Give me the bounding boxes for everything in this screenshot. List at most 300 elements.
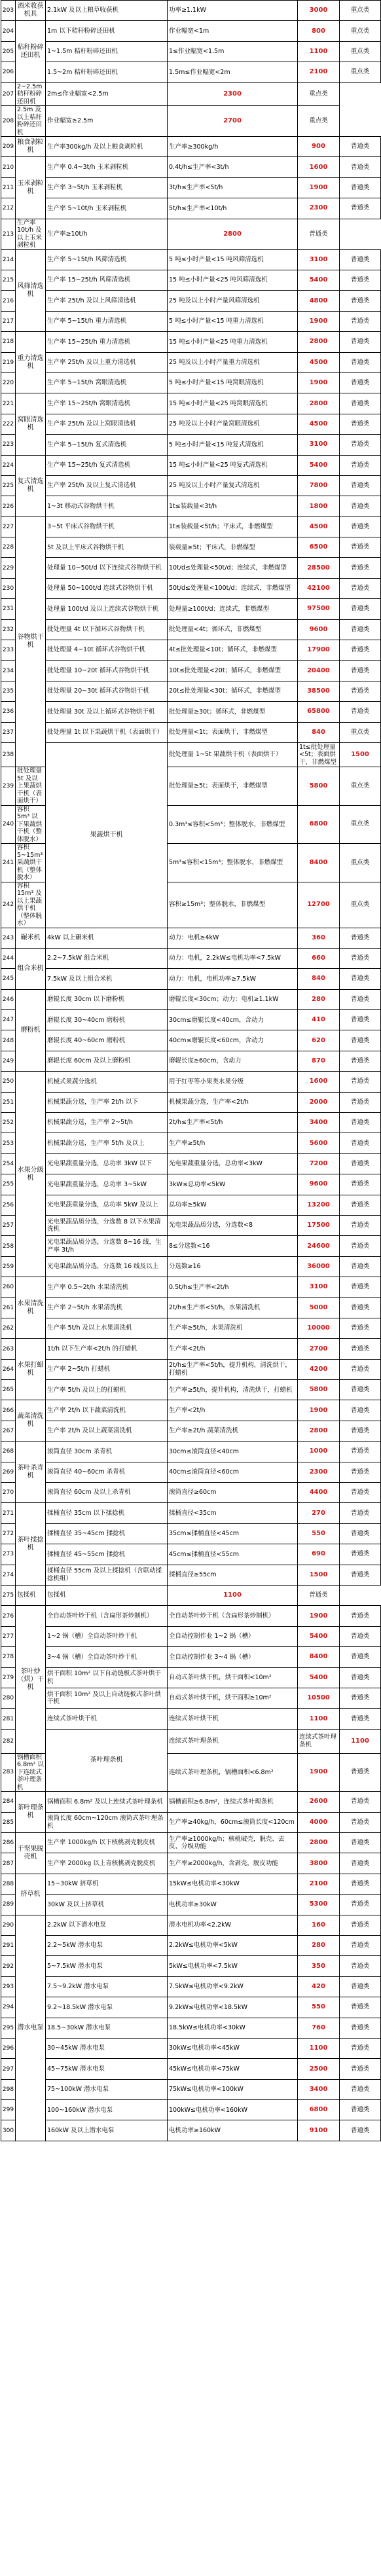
spec-cell: 批处理量 1t 以下果蔬烘干机（表面烘干） (46, 722, 168, 742)
subsidy-cell: 20400 (298, 661, 340, 681)
table-row (1, 619, 381, 640)
class-cell: 普通类 (340, 1339, 381, 1359)
feature-cell: 50t/d≤处理量<100t/d；连续式，非燃煤型 (168, 578, 298, 598)
class-cell: 普通类 (340, 1442, 381, 1462)
feature-cell: 0.3m³≤容积<5m³；整体脱水，非燃煤型 (168, 805, 298, 844)
row-number: 205 (1, 41, 16, 62)
class-cell: 普通类 (340, 270, 381, 291)
spec-cell: 1t/h 以下生产率<2t/h 的打蜡机 (46, 1339, 168, 1359)
subsidy-cell: 550 (298, 1523, 340, 1544)
class-cell: 普通类 (340, 599, 381, 619)
subsidy-cell: 1900 (298, 372, 340, 393)
spec-cell: 生产率 2t/h 及以上蔬菜清洗机 (46, 1421, 168, 1441)
row-number: 209 (1, 137, 16, 157)
class-cell: 普通类 (340, 1976, 381, 1997)
spec-cell: 160kW 及以上潜水电泵 (46, 2120, 168, 2141)
feature-cell: 分选数≥16 (168, 1256, 298, 1277)
table-row (1, 578, 381, 598)
row-number: 282 (1, 1729, 16, 1753)
row-number: 255 (1, 1174, 16, 1195)
table-row (1, 1976, 381, 1997)
class-cell: 普通类 (340, 291, 381, 311)
table-row (1, 1256, 381, 1277)
row-number: 275 (1, 1586, 16, 1606)
feature-cell: 动力：电机，电机功率≥7.5kW (168, 969, 298, 989)
class-cell: 普通类 (340, 578, 381, 598)
feature-cell: 5kW≤电机功率<7.5kW (168, 1956, 298, 1976)
spec-cell: 3~4 锅（槽）全自动茶叶炒干机 (46, 1647, 168, 1667)
subsidy-cell: 3100 (298, 1277, 340, 1297)
category-cell: 碾米机 (16, 928, 46, 948)
subsidy-cell: 360 (298, 928, 340, 948)
subsidy-cell: 3400 (298, 1113, 340, 1133)
table-row (1, 106, 381, 137)
spec-cell: 容积 5m³ 以下果蔬烘干机（整体脱水） (16, 805, 46, 844)
subsidy-cell: 42100 (298, 578, 340, 598)
feature-cell: 磨辊长度≥60cm，含动力 (168, 1051, 298, 1071)
spec-cell: 包揉机 (16, 1586, 46, 1606)
spec-cell: 1~1.5m 秸秆粉碎还田机 (46, 41, 168, 62)
spec-cell: 磨辊长度 40~60cm 磨粉机 (46, 1030, 168, 1051)
feature-cell: 5 吨≤小时产量<15 吨重力清选机 (168, 311, 298, 331)
table-body (1, 1, 381, 2141)
feature-cell: 揉桶直径<35cm (168, 1503, 298, 1523)
feature-cell: 容积≥15m³；整体脱水，非燃煤型 (168, 882, 298, 928)
row-number: 290 (1, 1915, 16, 1935)
feature-cell: 1t≤装载量<3t/h (168, 496, 298, 517)
table-row (1, 989, 381, 1009)
spec-cell: 批处理量 20~30t 循环式谷物烘干机 (46, 681, 168, 701)
spec-cell: 批处理量 1~5t 果蔬烘干机（表面烘干） (168, 743, 298, 767)
spec-cell: 生产率 15~25t/h 重力清选机 (46, 332, 168, 352)
subsidy-cell: 350 (298, 1956, 340, 1976)
class-cell: 普通类 (340, 1523, 381, 1544)
spec-cell: 揉桶直径 55cm 及以上揉捻机（含联动揉捻机组） (46, 1565, 168, 1585)
class-cell: 普通类 (340, 969, 381, 989)
feature-cell: 连续式茶叶烘干机 (168, 1709, 298, 1729)
feature-cell: 全自动控制作业 3~4 锅（槽） (168, 1647, 298, 1667)
category-cell: 茶叶杀青机 (16, 1442, 46, 1503)
subsidy-cell: 2700 (168, 106, 298, 137)
feature-cell: 机械果蔬分选，生产率<2t/h (168, 1092, 298, 1112)
feature-cell: 5t/h≤生产率<10t/h (168, 198, 298, 219)
subsidy-cell: 2600 (298, 1792, 340, 1812)
table-row (1, 82, 381, 106)
subsidy-cell: 3100 (298, 435, 340, 455)
feature-cell: 用于红枣等小果类水果分级 (168, 1072, 298, 1092)
row-number: 268 (1, 1442, 16, 1462)
row-number: 254 (1, 1153, 16, 1174)
class-cell: 普通类 (340, 393, 381, 414)
spec-cell: 生产率 15~25t/h 窝眼清选机 (46, 393, 168, 414)
row-number: 287 (1, 1853, 16, 1874)
class-cell: 普通类 (340, 1895, 381, 1915)
feature-cell: 40cm≤滚筒直径<60cm (168, 1462, 298, 1482)
table-row (1, 1667, 381, 1688)
feature-cell: 2t/h≤生产率<5t/h，水果清洗机 (168, 1297, 298, 1318)
category-cell: 酒米收获机具 (16, 1, 46, 21)
feature-cell: 3kW≤总功率<5kW (168, 1174, 298, 1195)
feature-cell: 揉桶直径≥55cm (168, 1565, 298, 1585)
class-cell: 普通类 (340, 702, 381, 722)
feature-cell: 包揉机 (46, 1586, 168, 1606)
spec-cell: 光电果蔬重量分选，总功率 5kW 及以上 (46, 1195, 168, 1215)
feature-cell: 15 吨≤小时产量<25 吨复式清选机 (168, 455, 298, 475)
row-number: 244 (1, 948, 16, 968)
feature-cell: 光电果蔬品质分选，分选数<8 (168, 1215, 298, 1235)
subsidy-cell: 760 (298, 2018, 340, 2038)
class-cell: 普通类 (340, 137, 381, 157)
subsidy-cell: 280 (298, 989, 340, 1009)
class-cell: 普通类 (340, 475, 381, 496)
feature-cell: 生产率<2t/h (168, 1339, 298, 1359)
class-cell: 普通类 (340, 1647, 381, 1667)
row-number: 295 (1, 2018, 16, 2038)
row-number: 256 (1, 1195, 16, 1215)
feature-cell: 10t≤批处理量<20t；循环式，非燃煤型 (168, 661, 298, 681)
spec-cell: 生产率 5~15t/h 重力清选机 (46, 311, 168, 331)
spec-cell: 揉桶直径 35~45cm 揉捻机 (46, 1523, 168, 1544)
spec-cell: 光电果蔬重量分选，总功率 3kW 以下 (46, 1153, 168, 1174)
row-number: 242 (1, 882, 16, 928)
subsidy-cell: 1900 (298, 1400, 340, 1421)
class-cell: 普通类 (340, 372, 381, 393)
table-row (1, 198, 381, 219)
table-row (1, 177, 381, 198)
feature-cell: 0.4t/h≤生产率<3t/h (168, 157, 298, 177)
class-cell: 普通类 (340, 1753, 381, 1792)
class-cell: 普通类 (340, 517, 381, 537)
subsidy-cell: 1100 (298, 2038, 340, 2058)
subsidy-cell: 270 (298, 1503, 340, 1523)
spec-cell: 生产率 5~10t/h 玉米剥粒机 (46, 198, 168, 219)
spec-cell: 机械果蔬分选，生产率 2~5t/h (46, 1113, 168, 1133)
category-cell: 窝眼清选机 (16, 393, 46, 455)
feature-cell: 锅槽面积≥6.8m²，连续式茶叶理条机 (168, 1792, 298, 1812)
feature-cell: 30cm≤磨辊长度<40cm，含动力 (168, 1010, 298, 1030)
table-row (1, 1997, 381, 2018)
table-row (1, 270, 381, 291)
feature-cell: 生产率≥300kg/h (168, 137, 298, 157)
table-row (1, 455, 381, 475)
category-cell: 磨粉机 (16, 989, 46, 1072)
class-cell: 重点类 (340, 767, 381, 806)
feature-cell: 生产率≥2t/h 蔬菜清洗机 (168, 1421, 298, 1441)
table-row (1, 2059, 381, 2079)
spec-cell: 生产率 5~15t/h 复式清选机 (46, 435, 168, 455)
row-number: 277 (1, 1626, 16, 1646)
feature-cell: 2t/h≤生产率<5t/h (168, 1113, 298, 1133)
feature-cell: 滚筒直径≥60cm (168, 1483, 298, 1503)
category-cell: 水果打蜡机 (16, 1339, 46, 1400)
category-cell: 秸秆粉碎还田机 (16, 21, 46, 82)
class-cell: 普通类 (340, 249, 381, 270)
feature-cell: 电机功率≥160kW (168, 2120, 298, 2141)
subsidy-cell: 5000 (298, 1297, 340, 1318)
category-cell: 茶叶炒（烘）干机 (16, 1606, 46, 1753)
subsidy-cell: 5800 (298, 767, 340, 806)
category-cell: 潜水电泵 (16, 1915, 46, 2141)
table-row (1, 948, 381, 968)
category-cell: 蔬菜清洗机 (16, 1400, 46, 1442)
table-row (1, 435, 381, 455)
table-row (1, 1153, 381, 1174)
table-row (1, 1709, 381, 1729)
class-cell: 普通类 (340, 2018, 381, 2038)
class-cell: 普通类 (340, 1956, 381, 1976)
spec-cell: 3~5t 平床式谷物烘干机 (46, 517, 168, 537)
class-cell: 普通类 (340, 455, 381, 475)
spec-cell: 生产率 15~25t/h 复式清选机 (46, 455, 168, 475)
feature-cell: 生产率≥5t/h，提升机构，清洗烘干，打蜡机 (168, 1380, 298, 1400)
class-cell: 重点类 (340, 1, 381, 21)
spec-cell: 生产率 25t/h 及以上窝眼清选机 (46, 414, 168, 434)
feature-cell: 功率≥1.1kW (168, 1, 298, 21)
table-row (1, 1792, 381, 1812)
class-cell: 普通类 (340, 1030, 381, 1051)
spec-cell: 机械果蔬分选，生产率 5t/h 及以上 (46, 1133, 168, 1153)
row-number: 247 (1, 1010, 16, 1030)
table-row (1, 1853, 381, 1874)
class-cell: 普通类 (298, 1586, 340, 1606)
row-number: 279 (1, 1667, 16, 1688)
class-cell: 普通类 (340, 1277, 381, 1297)
spec-cell: 连续式茶叶理条机 (168, 1729, 298, 1753)
table-row (1, 1, 381, 21)
class-cell: 普通类 (340, 177, 381, 198)
subsidy-cell: 5300 (298, 1895, 340, 1915)
subsidy-cell: 2800 (168, 219, 298, 249)
row-number: 210 (1, 157, 16, 177)
row-number: 298 (1, 2079, 16, 2099)
spec-cell: 1~2 锅（槽）全自动茶叶炒干机 (46, 1626, 168, 1646)
table-row (1, 41, 381, 62)
subsidy-cell: 65800 (298, 702, 340, 722)
feature-cell: 25 吨及以上小时产量风筛清选机 (168, 291, 298, 311)
feature-cell: 10t/d≤处理量<50t/d；连续式，非燃煤型 (168, 558, 298, 578)
row-number: 233 (1, 640, 16, 661)
table-row (1, 1359, 381, 1379)
row-number: 231 (1, 599, 16, 619)
table-row (1, 1915, 381, 1935)
class-cell: 普通类 (340, 1010, 381, 1030)
feature-cell: 15kW≤电机功率<30kW (168, 1874, 298, 1894)
category-cell: 重力清选机 (16, 332, 46, 393)
row-number: 264 (1, 1359, 16, 1379)
category-cell: 干坚果脱壳机 (16, 1833, 46, 1874)
spec-cell: 磨辊长度 30~40cm 磨粉机 (46, 1010, 168, 1030)
row-number: 266 (1, 1400, 16, 1421)
feature-cell: 2.2kW≤电机功率<5kW (168, 1935, 298, 1955)
row-number: 207 (1, 82, 16, 106)
class-cell: 普通类 (340, 2100, 381, 2120)
class-cell: 普通类 (340, 1792, 381, 1812)
class-cell: 普通类 (340, 619, 381, 640)
class-cell: 普通类 (340, 681, 381, 701)
row-number: 263 (1, 1339, 16, 1359)
row-number: 253 (1, 1133, 16, 1153)
subsidy-cell: 2700 (298, 1339, 340, 1359)
spec-cell: 磨辊长度 30cm 以下磨粉机 (46, 989, 168, 1009)
class-cell: 普通类 (340, 1421, 381, 1441)
class-cell: 普通类 (340, 1072, 381, 1092)
spec-cell: 7.5~9.2kW 潜水电泵 (46, 1976, 168, 1997)
table-row (1, 311, 381, 331)
spec-cell: 18.5~30kW 潜水电泵 (46, 2018, 168, 2038)
feature-cell: 25 吨及以上小时产量重力清选机 (168, 352, 298, 372)
row-number: 237 (1, 722, 16, 742)
spec-cell: 1m 以下秸秆粉碎还田机 (46, 21, 168, 41)
table-row (1, 1626, 381, 1646)
table-row (1, 1688, 381, 1708)
class-cell: 重点类 (298, 106, 340, 137)
subsidy-cell: 3000 (298, 1, 340, 21)
row-number: 288 (1, 1874, 16, 1894)
feature-cell: 自动式茶叶烘干机，烘干面积<10m² (168, 1667, 298, 1688)
subsidy-table (1, 0, 381, 2141)
table-row (1, 414, 381, 434)
feature-cell: 9.2kW≤电机功率<18.5kW (168, 1997, 298, 2018)
feature-cell: 5m³≤容积<15m³；整体脱水，非燃煤型 (168, 844, 298, 882)
table-row (1, 352, 381, 372)
class-cell: 普通类 (340, 537, 381, 558)
spec-cell: 光电果蔬品质分选，分选数 16 线及以上 (46, 1256, 168, 1277)
subsidy-cell: 2000 (298, 1092, 340, 1112)
table-row (1, 1092, 381, 1112)
table-row (1, 249, 381, 270)
table-row (1, 1565, 381, 1585)
class-cell: 普通类 (340, 1051, 381, 1071)
row-number: 276 (1, 1606, 16, 1626)
table-row (1, 1277, 381, 1297)
table-row (1, 21, 381, 41)
table-row (1, 1072, 381, 1092)
feature-cell: 0.5t/h≤生产率<2t/h (168, 1277, 298, 1297)
row-number: 235 (1, 681, 16, 701)
table-row (1, 537, 381, 558)
class-cell: 普通类 (340, 1935, 381, 1955)
class-cell: 普通类 (340, 1092, 381, 1112)
class-cell: 普通类 (340, 1833, 381, 1853)
row-number: 239 (1, 767, 16, 806)
subsidy-cell: 1900 (298, 177, 340, 198)
feature-cell: 批处理量≥5t；表面烘干，非燃煤型 (168, 767, 298, 806)
feature-cell: 35cm≤揉桶直径<45cm (168, 1523, 298, 1544)
table-row (1, 2100, 381, 2120)
spec-cell: 2.2kW 以下潜水电泵 (46, 1915, 168, 1935)
class-cell: 普通类 (340, 1359, 381, 1379)
subsidy-cell: 5400 (298, 1626, 340, 1646)
class-cell: 普通类 (340, 640, 381, 661)
feature-cell: 30kW≤电机功率<45kW (168, 2038, 298, 2058)
subsidy-cell: 660 (298, 948, 340, 968)
subsidy-cell: 840 (298, 722, 340, 742)
table-row (1, 1442, 381, 1462)
spec-cell: 磨辊长度 60cm 及以上磨粉机 (46, 1051, 168, 1071)
spec-cell: 生产率 0.5~2t/h 水果清洗机 (46, 1277, 168, 1297)
row-number: 230 (1, 578, 16, 598)
spec-cell: 100~160kW 潜水电泵 (46, 2100, 168, 2120)
subsidy-cell: 410 (298, 1010, 340, 1030)
feature-cell: 作业幅宽<1m (168, 21, 298, 41)
subsidy-cell: 9600 (298, 619, 340, 640)
feature-cell: 磨辊长度<30cm；动力：电机≥1.1kW (168, 989, 298, 1009)
table-row (1, 157, 381, 177)
feature-cell: 3t/h≤生产率<5t/h (168, 177, 298, 198)
table-row (1, 1462, 381, 1482)
table-row (1, 1339, 381, 1359)
class-cell: 普通类 (340, 928, 381, 948)
row-number: 206 (1, 62, 16, 82)
table-row (1, 1051, 381, 1071)
table-row (1, 2079, 381, 2099)
class-cell: 普通类 (340, 1236, 381, 1256)
spec-cell: 2.5m 及以上秸秆粉碎还田机 (16, 106, 46, 137)
subsidy-cell: 900 (298, 137, 340, 157)
feature-cell: 批处理量≥30t；循环式，非燃煤型 (168, 702, 298, 722)
feature-cell: 潜水电机功率<2.2kW (168, 1915, 298, 1935)
row-number: 219 (1, 352, 16, 372)
row-number: 251 (1, 1092, 16, 1112)
row-number: 281 (1, 1709, 16, 1729)
spec-cell: 生产率 2~5t/h 打蜡机 (46, 1359, 168, 1379)
subsidy-cell: 620 (298, 1030, 340, 1051)
subsidy-cell: 9100 (298, 2120, 340, 2141)
spec-cell: 光电果蔬重量分选，总功率 3~5kW (46, 1174, 168, 1195)
category-cell: 玉米剥粒机 (16, 157, 46, 219)
row-number: 243 (1, 928, 16, 948)
feature-cell: 100kW≤电机功率<160kW (168, 2100, 298, 2120)
feature-cell: 8≤分选数<16 (168, 1236, 298, 1256)
feature-cell: 45cm≤揉桶直径<55cm (168, 1544, 298, 1565)
subsidy-cell: 6500 (298, 537, 340, 558)
table-row (1, 1113, 381, 1133)
row-number: 225 (1, 475, 16, 496)
row-number: 220 (1, 372, 16, 393)
row-number: 204 (1, 21, 16, 41)
category-cell: 果蔬烘干机 (46, 743, 168, 928)
class-cell: 普通类 (340, 1874, 381, 1894)
row-number: 271 (1, 1503, 16, 1523)
subsidy-cell: 2300 (168, 82, 298, 106)
subsidy-cell: 2500 (298, 2059, 340, 2079)
row-number: 289 (1, 1895, 16, 1915)
subsidy-cell: 4500 (298, 414, 340, 434)
row-number: 249 (1, 1051, 16, 1071)
subsidy-cell: 2800 (298, 393, 340, 414)
spec-cell: 烘干面积 10m² 以下自动链板式茶叶烘干机 (46, 1667, 168, 1688)
class-cell: 普通类 (340, 558, 381, 578)
subsidy-cell: 3100 (298, 249, 340, 270)
table-row (1, 332, 381, 352)
subsidy-cell: 2300 (298, 198, 340, 219)
class-cell: 普通类 (340, 352, 381, 372)
subsidy-cell: 160 (298, 1915, 340, 1935)
spec-cell: 处理量 10~50t/d 以下连续式谷物烘干机 (46, 558, 168, 578)
table-row (1, 2120, 381, 2141)
table-row (1, 2018, 381, 2038)
subsidy-cell: 28500 (298, 558, 340, 578)
table-row (1, 496, 381, 517)
spec-cell: 烘干面积 10m² 及以上自动链板式茶叶烘干机 (46, 1688, 168, 1708)
subsidy-cell: 7800 (298, 475, 340, 496)
row-number: 252 (1, 1113, 16, 1133)
row-number: 297 (1, 2059, 16, 2079)
row-number: 234 (1, 661, 16, 681)
table-row (1, 137, 381, 157)
class-cell: 普通类 (340, 435, 381, 455)
subsidy-cell: 4400 (298, 1483, 340, 1503)
